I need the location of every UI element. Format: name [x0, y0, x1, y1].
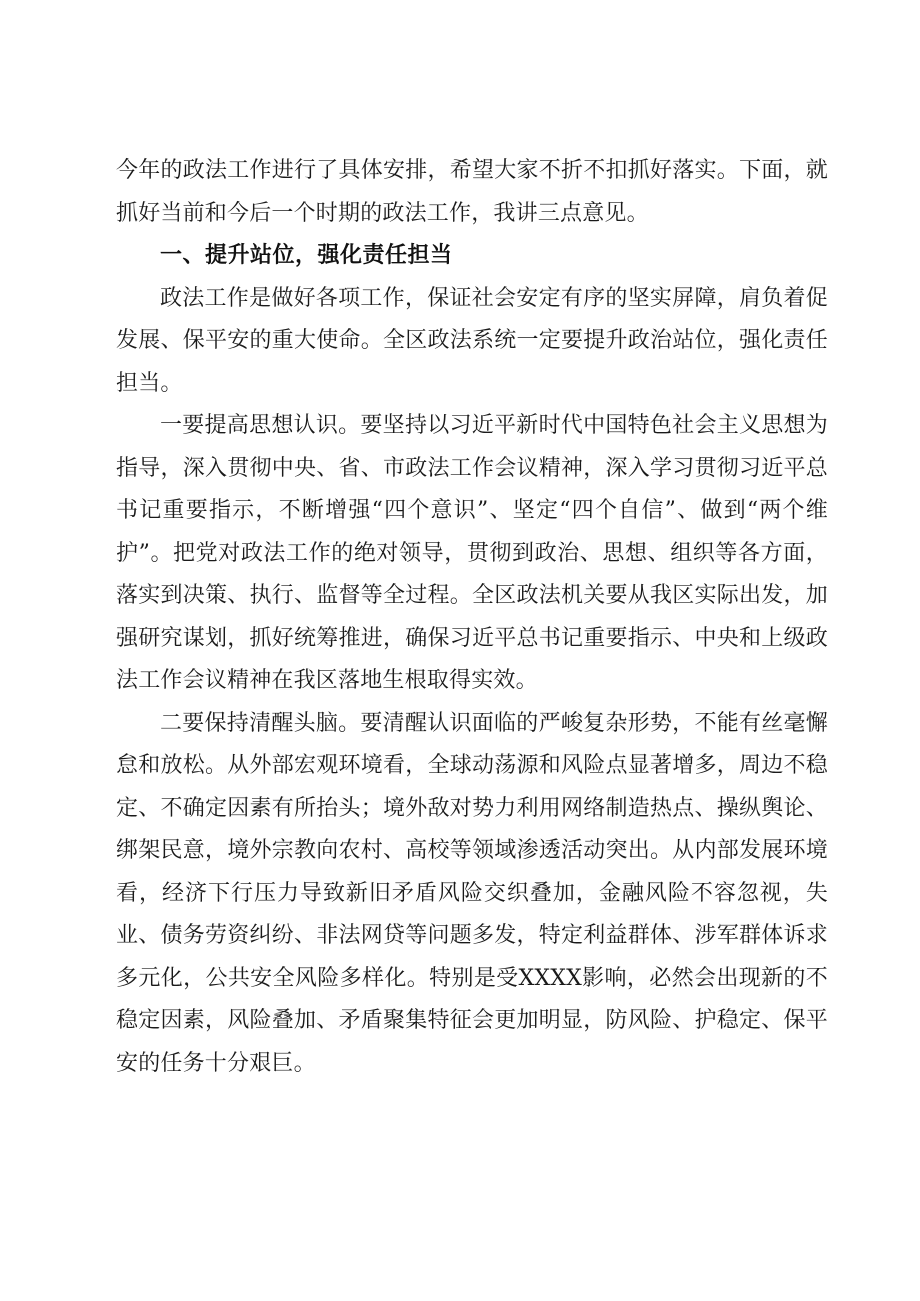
- body-paragraph-1: 政法工作是做好各项工作，保证社会安定有序的坚实屏障，肩负着促发展、保平安的重大使命。全区政法系统一定要提升政治站位，强化责任担当。: [116, 285, 828, 396]
- section-heading: 一、提升站位，强化责任担当: [160, 243, 453, 268]
- continuation-paragraph: 今年的政法工作进行了具体安排，希望大家不折不扣抓好落实。下面，就抓好当前和今后一个时期的政法工作，我讲三点意见。: [116, 158, 828, 226]
- body-paragraph-2: 一要提高思想认识。要坚持以习近平新时代中国特色社会主义思想为指导，深入贯彻中央、省、市政法工作会议精神，深入学习贯彻习近平总书记重要指示，不断增强“四个意识”、坚定“四个自信”、做到“两个维护”。把党对政法工作的绝对领导，贯彻到政治、思想、组织等各方面，落实到决策、执行、监督等全过程。全区政法机关要从我区实际出发，加强研究谋划，抓好统筹推进，确保习近平总书记重要指示、中央和上级政法工作会议精神在我区落地生根取得实效。: [116, 413, 828, 693]
- document-body: [116, 150, 828, 1085]
- body-paragraph-3: 二要保持清醒头脑。要清醒认识面临的严峻复杂形势，不能有丝毫懈怠和放松。从外部宏观环境看，全球动荡源和风险点显著增多，周边不稳定、不确定因素有所抬头；境外敌对势力利用网络制造热点、操纵舆论、绑架民意，境外宗教向农村、高校等领域渗透活动突出。从内部发展环境看，经济下行压力导致新旧矛盾风险交织叠加，金融风险不容忽视，失业、债务劳资纠纷、非法网贷等问题多发，特定利益群体、涉军群体诉求多元化，公共安全风险多样化。特别是受XXXX影响，必然会出现新的不稳定因素，风险叠加、矛盾聚集特征会更加明显，防风险、护稳定、保平安的任务十分艰巨。: [116, 710, 828, 1076]
